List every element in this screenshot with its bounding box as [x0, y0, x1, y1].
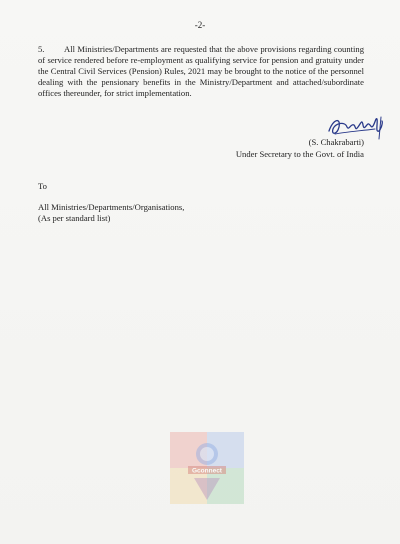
- paragraph-text: All Ministries/Departments are requested that the above provisions regarding counting of service rendered before re-employment as qualifying service for pension and gratuity under the Central Civil Services (Pension) Rules, 2021 may be brought to the notice of the personnel dealing with the pensionary benefits in the Ministry/Department and attached/subordinate offices thereunder, for strict implementation.: [38, 44, 364, 99]
- addressee-line-1: All Ministries/Departments/Organisations,: [38, 202, 185, 212]
- paragraph-number: 5.: [38, 44, 45, 54]
- watermark-text: Gconnect: [192, 467, 222, 475]
- signatory-name: (S. Chakrabarti): [308, 137, 364, 147]
- watermark-logo: [170, 432, 244, 504]
- to-label: To: [38, 181, 47, 191]
- paragraph-5: [38, 44, 364, 99]
- addressee-line-2: (As per standard list): [38, 213, 111, 223]
- page-number: -2-: [194, 20, 206, 30]
- signatory-designation: Under Secretary to the Govt. of India: [235, 149, 364, 159]
